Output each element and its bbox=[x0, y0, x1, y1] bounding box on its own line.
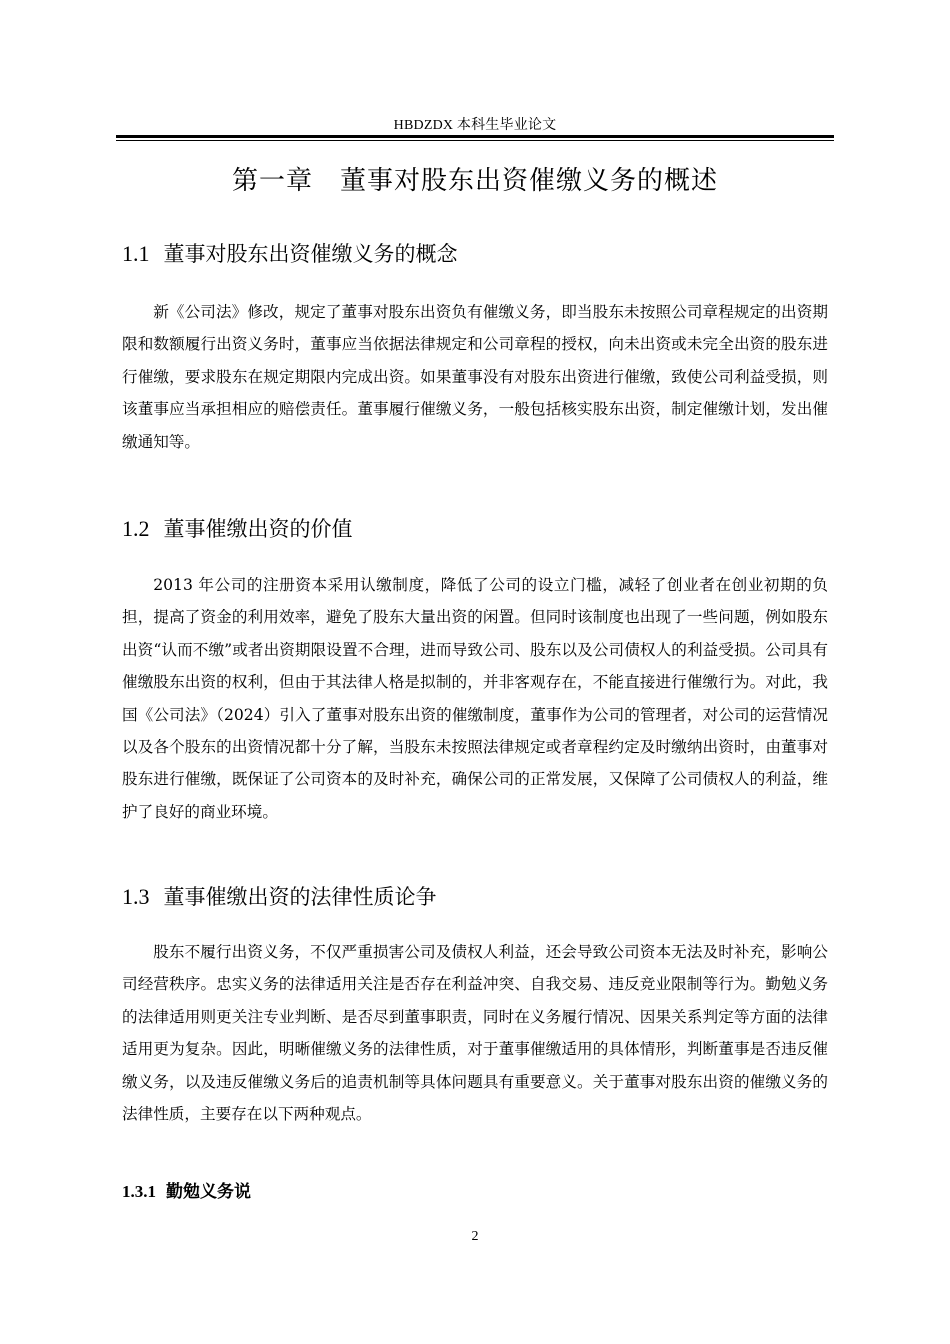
subsection-heading-1-3-1 bbox=[122, 1178, 251, 1206]
section-number: 1.3 bbox=[122, 884, 150, 909]
section-1-3-paragraph: 股东不履行出资义务，不仅严重损害公司及债权人利益，还会导致公司资本无法及时补充，影响公司经营秩序。忠实义务的法律适用关注是否存在利益冲突、自我交易、违反竞业限制等行为。勤勉义务的法律适用则更关注专业判断、是否尽到董事职责，同时在义务履行情况、因果关系判定等方面的法律适用更为复杂。因此，明晰催缴义务的法律性质，对于董事催缴适用的具体情形，判断董事是否违反催缴义务，以及违反催缴义务后的追责机制等具体问题具有重要意义。关于董事对股东出资的催缴义务的法律性质，主要存在以下两种观点。 bbox=[122, 943, 828, 1124]
section-heading-1-2 bbox=[122, 514, 353, 544]
section-heading-1-3 bbox=[122, 882, 437, 912]
running-header: HBDZDX 本科生毕业论文 bbox=[393, 118, 557, 133]
section-heading-1-1 bbox=[122, 239, 458, 269]
subsection-title: 勤勉义务说 bbox=[166, 1182, 251, 1202]
section-number: 1.2 bbox=[122, 516, 150, 541]
header-rule-thin bbox=[116, 140, 834, 141]
section-1-2-paragraph: 2013 年公司的注册资本采用认缴制度，降低了公司的设立门槛，减轻了创业者在创业初期的负担，提高了资金的利用效率，避免了股东大量出资的闲置。但同时该制度也出现了一些问题，例如股东出资“认而不缴”或者出资期限设置不合理，进而导致公司、股东以及公司债权人的利益受损。公司具有催缴股东出资的权利，但由于其法律人格是拟制的，并非客观存在，不能直接进行催缴行为。对此，我国《公司法》（2024）引入了董事对股东出资的催缴制度，董事作为公司的管理者，对公司的运营情况以及各个股东的出资情况都十分了解，当股东未按照法律规定或者章程约定及时缴纳出资时，由董事对股东进行催缴，既保证了公司资本的及时补充，确保公司的正常发展，又保障了公司债权人的利益，维护了良好的商业环境。 bbox=[122, 576, 828, 821]
page-number: 2 bbox=[471, 1229, 479, 1244]
chapter-title: 第一章 董事对股东出资催缴义务的概述 bbox=[231, 166, 718, 196]
section-1-1-paragraph: 新《公司法》修改，规定了董事对股东出资负有催缴义务，即当股东未按照公司章程规定的出资期限和数额履行出资义务时，董事应当依据法律规定和公司章程的授权，向未出资或未完全出资的股东进行催缴，要求股东在规定期限内完成出资。如果董事没有对股东出资进行催缴，致使公司利益受损，则该董事应当承担相应的赔偿责任。董事履行催缴义务，一般包括核实股东出资，制定催缴计划，发出催缴通知等。 bbox=[122, 303, 828, 451]
header-rule-thick bbox=[116, 135, 834, 138]
subsection-number: 1.3.1 bbox=[122, 1182, 156, 1201]
section-title: 董事对股东出资催缴义务的概念 bbox=[163, 242, 458, 266]
section-number: 1.1 bbox=[122, 241, 150, 266]
section-title: 董事催缴出资的法律性质论争 bbox=[163, 885, 437, 909]
section-title: 董事催缴出资的价值 bbox=[163, 517, 353, 541]
